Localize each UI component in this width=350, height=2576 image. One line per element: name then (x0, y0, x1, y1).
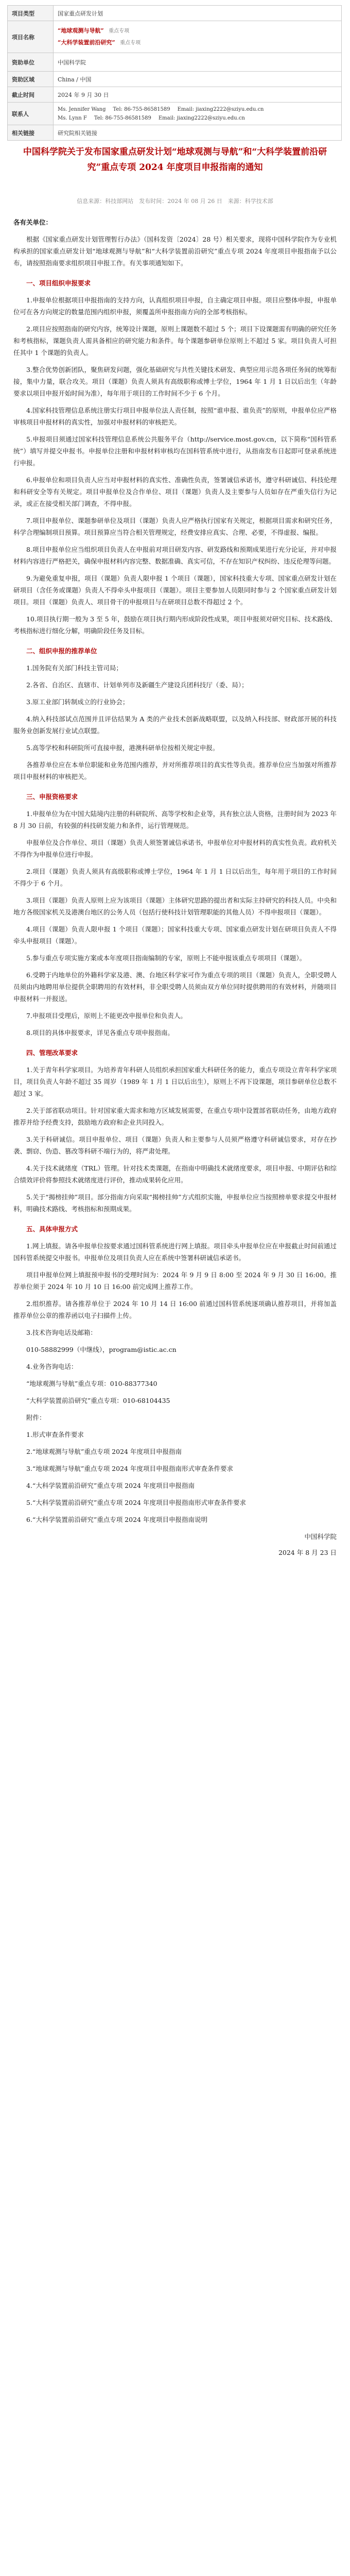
body-paragraph: “地球观测与导航”重点专项：010-88377340 (26, 1380, 157, 1387)
body-paragraph: 010-58882999（中继线），program@istic.ac.cn (26, 1346, 177, 1353)
contact-tel: Tel: 86-755-86581589 (113, 106, 170, 112)
contact-tel: Tel: 86-755-86581589 (94, 115, 151, 121)
source-line: 信息来源：科技部网站 发布时间：2024 年 08 月 26 日 来源：科学技术部 (77, 198, 273, 205)
contact-email[interactable]: Email: jiaxing2222@sziyu.edu.cn (158, 115, 245, 121)
body-paragraph: 3.关于科研诚信。项目申报单位、项目（课题）负责人和主要参与人员须严格遵守科研诚信要求，对存在抄袭、剽窃、伪造、篡改等科研不端行为的，将严肃处理。 (13, 1136, 337, 1155)
body-paragraph: 2.“地球观测与导航”重点专项 2024 年度项目申报指南 (26, 1448, 182, 1455)
body-paragraph: 7.项目申报单位、课题参研单位及项目（课题）负责人应严格执行国家有关规定，根据项目需求和研究任务，科学合理编制项目预算。项目预算应当符合相关管理规定，经费安排应真实、合理、必要，不得虚报、编报。 (13, 517, 337, 536)
label-funder: 资助单位 (8, 53, 54, 72)
body-paragraph: 4.项目（课题）负责人限申报 1 个项目（课题）；国家科技重大专项、国家重点研发计划在研项目负责人不得牵头申报项目（课题）。 (13, 925, 337, 945)
label-project-type: 项目类型 (8, 6, 54, 21)
body-paragraph: 7.申报项目受理后，原则上不能更改申报单位和负责人。 (26, 1012, 187, 1020)
body-paragraph: 2.项目（课题）负责人须具有高级职称或博士学位，1964 年 1 月 1 日以后出生，每年用于项目的工作时间不得少于 6 个月。 (13, 868, 337, 887)
section-heading: 一、项目组织申报要求 (26, 279, 91, 287)
body-paragraph: 5.关于“揭榜挂帅”项目。部分指南方向采取“揭榜挂帅”方式组织实施，申报单位应当按照榜单要求提交申报材料，明确技术路线、考核指标和预期成果。 (13, 1193, 337, 1213)
row-region (8, 72, 342, 87)
body-paragraph: 项目申报单位网上填报预申报书的受理时间为：2024 年 9 月 9 日 8:00 至 2024 年 9 月 30 日 16:00。推荐单位须于 2024 年 10 月 10 日 16:00 前完成网上推荐工作。 (13, 1271, 337, 1291)
value-contacts (54, 103, 342, 125)
body-paragraph: 2.各省、自治区、直辖市、计划单列市及新疆生产建设兵团科技厅（委、局）； (26, 681, 248, 689)
body-paragraph: 1.关于青年科学家项目。为培养青年科研人员组织承担国家重大科研任务的能力，重点专项设立青年科学家项目，项目负责人年龄不超过 35 周岁（1989 年 1 月 1 日以后出生），原则上不再下设课题，项目参研单位总数不超过 3 家。 (13, 1066, 337, 1097)
body-paragraph: 10.项目执行期一般为 3 至 5 年，鼓励在项目执行期内形成阶段性成果，项目申报须对研究目标、技术路线、考核指标进行细化分解，明确阶段任务及目标。 (13, 615, 337, 635)
body-paragraph: “大科学装置前沿研究”重点专项：010-68104435 (26, 1397, 170, 1404)
label-region: 资助区域 (8, 72, 54, 87)
project-sub-1: 重点专项 (109, 28, 130, 34)
contact-name: Ms. Jennifer Wang (58, 106, 106, 112)
project-info-table (7, 5, 342, 141)
label-links: 相关链接 (8, 125, 54, 141)
label-contacts: 联系人 (8, 103, 54, 125)
body-paragraph: 1.申报单位根据项目申报指南的支持方向，认真组织项目申报，自主确定项目申报。项目应整体申报，申报单位可在各方向规定的数量范围内组织申报，须覆盖所申报指南方向的全部考核指标。 (13, 296, 337, 316)
row-project-type (8, 6, 342, 21)
body-paragraph: 8.项目的具体申报要求，详见各重点专项申报指南。 (26, 1029, 174, 1037)
value-project-type: 国家重点研发计划 (54, 6, 342, 21)
body-paragraph: 各推荐单位应在本单位职能和业务范围内推荐，并对所推荐项目的真实性等负责。推荐单位应当加强对所推荐项目申报材料的审核把关。 (13, 761, 337, 781)
section-heading: 二、组织申报的推荐单位 (26, 647, 97, 655)
body-paragraph: 4.纳入科技部试点范围并且评估结果为 A 类的产业技术创新战略联盟，以及纳入科技部、财政部开展的科技服务业创新发展行业试点联盟。 (13, 715, 337, 735)
body-paragraph: 3.技术咨询电话及邮箱： (26, 1329, 97, 1336)
body-paragraph: 3.原工业部门转制成立的行业协会； (26, 698, 129, 706)
contact-email[interactable]: Email: jiaxing2222@sziyu.edu.cn (177, 106, 264, 112)
body-paragraph: 8.项目申报单位应当组织项目负责人在申报前对项目研发内容、研发路线和预期成果进行充分论证，并对申报材料内容进行严格把关，确保申报材料内容完整、数据准确、真实可信，不存在知识产权纠纷、违反伦理等问题。 (13, 546, 337, 565)
body-paragraph: 5.高等学校和科研院所可直接申报，港澳科研单位按相关规定申报。 (26, 744, 219, 752)
body-paragraph: 4.“大科学装置前沿研究”重点专项 2024 年度项目申报指南 (26, 1482, 195, 1489)
value-project-name (54, 21, 342, 53)
body-paragraph: 申报单位及合作单位、项目（课题）负责人须签署诚信承诺书，申报单位对申报材料的真实性负责。政府机关不得作为申报单位进行申报。 (13, 839, 337, 858)
body-paragraph: 根据《国家重点研发计划管理暂行办法》（国科发资〔2024〕28 号）相关要求，现将中国科学院作为专业机构承担的国家重点研发计划“地球观测与导航”和“大科学装置前沿研究”重点专项 2024 年度项目申报指南予以公布，请按照指南要求组织项目申报工作。有关事项通知如下。 (13, 235, 337, 267)
body-paragraph: 1.形式审查条件要求 (26, 1431, 84, 1438)
signature-line: 2024 年 8 月 23 日 (278, 1549, 337, 1556)
body-paragraph: 附件： (26, 1414, 46, 1421)
body-paragraph: 4.关于技术就绪度（TRL）管理。针对技术类课题，在指南中明确技术就绪度要求，项目申报、中期评估和综合绩效评价将参照技术就绪度进行评价，推动成果转化应用。 (13, 1164, 337, 1184)
contact-line (58, 114, 337, 123)
body-paragraph: 6.申报单位和项目负责人应当对申报材料的真实性、准确性负责，签署诚信承诺书，遵守科研诚信、科技伦理和科研安全等有关规定。项目申报单位及合作单位、项目（课题）负责人及主要参与人员如存在严重失信行为记录，或正在接受相关部门调查，不得申报。 (13, 476, 337, 507)
section-heading: 五、具体申报方式 (26, 1225, 78, 1233)
announcement-headline: 中国科学院关于发布国家重点研发计划“地球观测与导航”和“大科学装置前沿研究”重点专项 2024 年度项目申报指南的通知 (23, 147, 327, 173)
announcement-body (13, 216, 337, 1561)
body-paragraph: 3.整合优势创新团队，聚焦研发问题，强化基础研究与共性关键技术研发、典型应用示范各项任务间的统筹衔接，集中力量，联合攻关。项目（课题）负责人须具有高级职称或博士学位，1964 年 1 月 1 日以后出生（年龄要求以项目申报开始时间为准），每年用于项目的工作时间不少于 6 个月。 (13, 366, 337, 397)
body-paragraph: 1.申报单位为在中国大陆境内注册的科研院所、高等学校和企业等，具有独立法人资格，注册时间为 2023 年 8 月 30 日前，有较强的科技研发能力和条件，运行管理规范。 (13, 810, 337, 829)
body-paragraph: 2.组织推荐。请各推荐单位于 2024 年 10 月 14 日 16:00 前通过国科管系统逐项确认推荐项目，并将加盖推荐单位公章的推荐函以电子扫描件上传。 (13, 1300, 337, 1319)
project-title-1: “地球观测与导航” (58, 27, 104, 34)
project-sub-2: 重点专项 (120, 40, 141, 46)
body-paragraph: 5.参与重点专项实施方案或本年度项目指南编制的专家，原则上不能申报该重点专项项目（课题）。 (26, 954, 306, 962)
body-paragraph: 4.国家科技管理信息系统注册实行项目申报单位法人责任制，按照“谁申报、谁负责”的原则，申报单位应严格审核项目申报材料的真实性，加强对申报材料的审核把关。 (13, 406, 337, 426)
value-links[interactable]: 研究院相关链接 (54, 125, 342, 141)
body-paragraph: 1.国务院有关部门科技主管司局； (26, 664, 122, 672)
body-paragraph: 3.项目（课题）负责人原则上应为该项目（课题）主体研究思路的提出者和实际主持研究的科技人员。中央和地方各级国家机关及港澳台地区的公务人员（包括行使科技计划管理职能的其他人员）不得申报项目（课题）。 (13, 896, 337, 916)
body-paragraph: 5.“大科学装置前沿研究”重点专项 2024 年度项目申报指南形式审查条件要求 (26, 1499, 246, 1506)
value-funder: 中国科学院 (54, 53, 342, 72)
row-deadline (8, 87, 342, 103)
label-project-name: 项目名称 (8, 21, 54, 53)
value-deadline: 2024 年 9 月 30 日 (54, 87, 342, 103)
signature-line: 中国科学院 (304, 1533, 337, 1540)
body-paragraph: 6.“大科学装置前沿研究”重点专项 2024 年度项目申报指南说明 (26, 1516, 207, 1523)
body-paragraph: 4.业务咨询电话： (26, 1363, 78, 1370)
label-deadline: 截止时间 (8, 87, 54, 103)
body-paragraph: 6.受聘于内地单位的外籍科学家及港、澳、台地区科学家可作为重点专项的项目（课题）负责人，全职受聘人员须由内地聘用单位提供全职聘用的有效材料，非全职受聘人员须由双方单位同时提供聘用的有效材料，并随项目申报材料一并报送。 (13, 971, 337, 1003)
body-paragraph: 1.网上填报。请各申报单位按要求通过国科管系统进行网上填报。项目牵头申报单位应在申报截止时间前通过国科管系统提交申报书。申报单位及项目负责人应在系统中签署科研诚信承诺书。 (13, 1242, 337, 1262)
row-funder (8, 53, 342, 72)
body-paragraph: 9.为避免重复申报，项目（课题）负责人限申报 1 个项目（课题），国家科技重大专项、国家重点研发计划在研项目（含任务或课题）负责人不得牵头申报项目（课题）。项目主要参加人员限同时参与 2 个国家重点研发计划项目。项目（课题）负责人、项目骨干的申报项目与在研项目总数不得超过 2 个。 (13, 574, 337, 606)
contact-line (58, 105, 337, 114)
section-heading: 三、申报资格要求 (26, 793, 78, 801)
contact-name: Ms. Lynn F (58, 115, 87, 121)
value-region: China / 中国 (54, 72, 342, 87)
row-links (8, 125, 342, 141)
body-paragraph: 2.关于部省联动项目。针对国家重大需求和地方区域发展需要，在重点专项中设置部省联动任务，由地方政府推荐并给予经费支持，鼓励地方政府和企业共同投入。 (13, 1107, 337, 1126)
body-paragraph: 3.“地球观测与导航”重点专项 2024 年度项目申报指南形式审查条件要求 (26, 1465, 233, 1472)
salutation: 各有关单位： (13, 218, 52, 226)
project-title-2: “大科学装置前沿研究” (58, 39, 115, 46)
row-contacts (8, 103, 342, 125)
row-project-name (8, 21, 342, 53)
body-paragraph: 5.申报项目须通过国家科技管理信息系统公共服务平台（http://service.most.gov.cn，以下简称“国科管系统”）填写并提交申报书。申报单位注册和申报材料审核均在国科管系统中进行，从指南发布日起即可登录系统进行申报。 (13, 435, 337, 467)
section-heading: 四、管理改革要求 (26, 1049, 78, 1057)
body-paragraph: 2.项目应按照指南的研究内容，统筹设计课题，原则上课题数不超过 5 个；项目下设课题需有明确的研究任务和考核指标，课题负责人需具备相应的研究能力和条件。每个课题参研单位原则上不超过 5 家。项目负责人可担任其中 1 个课题的负责人。 (13, 325, 337, 357)
